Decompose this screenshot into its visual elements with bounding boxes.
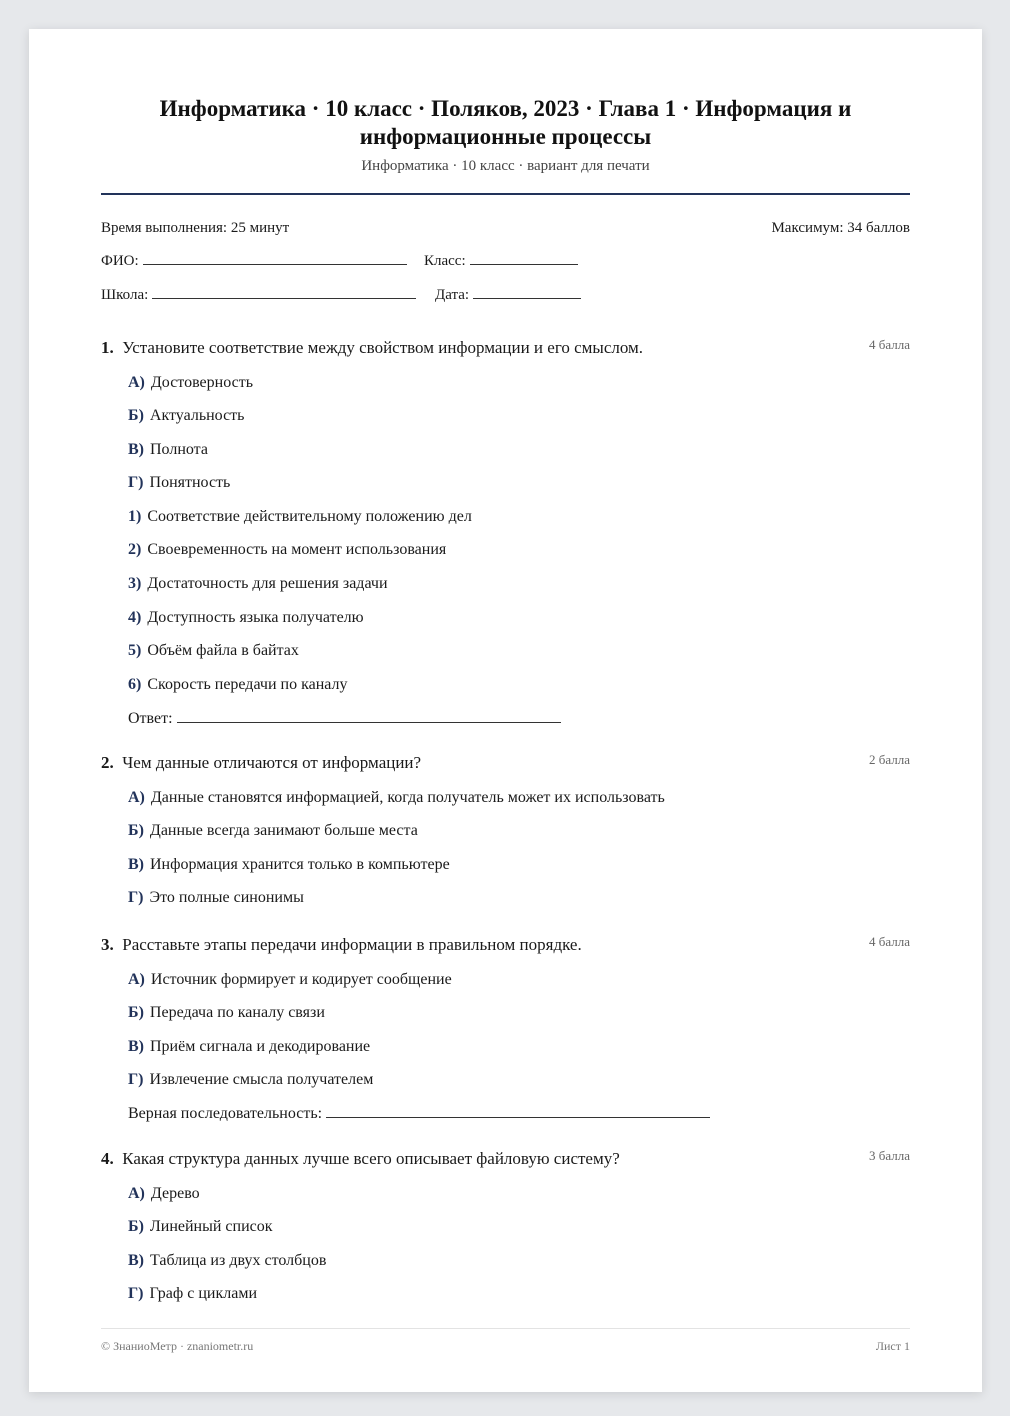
- option-label: Г): [128, 1071, 144, 1088]
- question-number: 4.: [101, 1149, 114, 1168]
- question-points: 3 балла: [869, 1148, 910, 1163]
- school-label: Школа:: [101, 287, 149, 303]
- option-item: [128, 1038, 370, 1056]
- option-text: Доступность языка получателю: [147, 609, 364, 626]
- option-text: Таблица из двух столбцов: [150, 1252, 327, 1269]
- max-score: Максимум: 34 баллов: [771, 220, 910, 236]
- option-text: Источник формирует и кодирует сообщение: [150, 971, 452, 988]
- header-divider: [101, 193, 910, 195]
- answer-label: Ответ:: [128, 710, 173, 727]
- option-text: Извлечение смысла получателем: [149, 1071, 374, 1088]
- fio-label: ФИО:: [101, 253, 139, 269]
- option-label: 5): [128, 642, 142, 659]
- option-text: Актуальность: [149, 407, 245, 424]
- answer-field[interactable]: [128, 710, 561, 728]
- option-item: [128, 1285, 257, 1303]
- fio-line[interactable]: [143, 263, 407, 265]
- option-item: [128, 474, 230, 492]
- option-item: [128, 676, 348, 694]
- date-line[interactable]: [473, 297, 581, 299]
- school-line[interactable]: [152, 297, 416, 299]
- option-text: Скорость передачи по каналу: [147, 676, 348, 693]
- option-item: [128, 1218, 273, 1236]
- class-line[interactable]: [470, 263, 578, 265]
- date-label: Дата:: [435, 287, 470, 303]
- option-text: Своевременность на момент использования: [147, 541, 447, 558]
- option-item: [128, 508, 472, 526]
- footer-divider: [101, 1328, 910, 1329]
- question-text: Расставьте этапы передачи информации в правильном порядке.: [122, 935, 582, 954]
- option-item: [128, 789, 665, 807]
- class-field[interactable]: [424, 253, 578, 270]
- option-label: А): [128, 789, 145, 806]
- option-item: [128, 971, 452, 989]
- question-points: 4 балла: [869, 934, 910, 949]
- meta-row: [101, 220, 910, 237]
- answer-line[interactable]: [177, 721, 561, 723]
- option-item: [128, 609, 364, 627]
- footer-page-number: Лист 1: [875, 1339, 910, 1353]
- option-label: В): [128, 1038, 144, 1055]
- worksheet-page: [29, 29, 982, 1392]
- question-text: Установите соответствие между свойством информации и его смыслом.: [122, 338, 644, 357]
- option-text: Достоверность: [150, 374, 253, 391]
- option-label: Б): [128, 1004, 144, 1021]
- option-label: Г): [128, 1285, 144, 1302]
- page-subtitle: Информатика · 10 класс · вариант для печати: [361, 158, 650, 174]
- option-item: [128, 1252, 326, 1270]
- option-label: В): [128, 856, 144, 873]
- option-label: 4): [128, 609, 142, 626]
- question-number: 1.: [101, 338, 114, 357]
- option-text: Данные становятся информацией, когда получатель может их использовать: [150, 789, 665, 806]
- option-label: Г): [128, 889, 144, 906]
- option-label: 2): [128, 541, 142, 558]
- page-title: Информатика · 10 класс · Поляков, 2023 · Глава 1 · Информация и информационные процессы: [159, 96, 852, 149]
- option-text: Полнота: [150, 441, 208, 458]
- option-item: [128, 575, 388, 593]
- question-number: 3.: [101, 935, 114, 954]
- option-text: Приём сигнала и декодирование: [150, 1038, 371, 1055]
- footer-copyright: © ЗнаниоМетр · znaniometr.ru: [101, 1339, 254, 1353]
- answer-line[interactable]: [326, 1116, 710, 1118]
- question-text: Какая структура данных лучше всего описывает файловую систему?: [122, 1149, 620, 1168]
- option-text: Данные всегда занимают больше места: [149, 822, 418, 839]
- answer-label: Верная последовательность:: [128, 1105, 323, 1122]
- option-item: [128, 1004, 325, 1022]
- class-label: Класс:: [424, 253, 466, 269]
- option-label: А): [128, 971, 145, 988]
- option-item: [128, 374, 253, 392]
- question-1: [101, 338, 910, 358]
- question-text: Чем данные отличаются от информации?: [122, 753, 422, 772]
- question-3: [101, 935, 910, 955]
- option-item: [128, 1185, 200, 1203]
- option-text: Граф с циклами: [149, 1285, 257, 1302]
- option-label: В): [128, 1252, 144, 1269]
- fio-field[interactable]: [101, 253, 407, 270]
- question-2: [101, 753, 910, 773]
- option-text: Передача по каналу связи: [149, 1004, 325, 1021]
- option-item: [128, 441, 208, 459]
- option-item: [128, 541, 446, 559]
- option-text: Информация хранится только в компьютере: [150, 856, 450, 873]
- option-label: 1): [128, 508, 142, 525]
- question-points: 4 балла: [869, 337, 910, 352]
- option-text: Достаточность для решения задачи: [147, 575, 388, 592]
- option-label: Б): [128, 822, 144, 839]
- option-label: Г): [128, 474, 144, 491]
- date-field[interactable]: [435, 287, 581, 304]
- option-item: [128, 889, 304, 907]
- option-text: Линейный список: [149, 1218, 273, 1235]
- option-label: 3): [128, 575, 142, 592]
- option-text: Понятность: [149, 474, 231, 491]
- option-item: [128, 1071, 373, 1089]
- question-number: 2.: [101, 753, 114, 772]
- option-text: Объём файла в байтах: [147, 642, 299, 659]
- time-limit: Время выполнения: 25 минут: [101, 220, 290, 236]
- option-item: [128, 822, 418, 840]
- option-item: [128, 407, 244, 425]
- option-item: [128, 856, 450, 874]
- option-label: В): [128, 441, 144, 458]
- option-label: А): [128, 1185, 145, 1202]
- option-text: Это полные синонимы: [149, 889, 304, 906]
- question-points: 2 балла: [869, 752, 910, 767]
- option-text: Соответствие действительному положению дел: [147, 508, 472, 525]
- option-item: [128, 642, 299, 660]
- option-label: 6): [128, 676, 142, 693]
- school-field[interactable]: [101, 287, 416, 304]
- option-text: Дерево: [150, 1185, 200, 1202]
- option-label: Б): [128, 1218, 144, 1235]
- sequence-answer-field[interactable]: [128, 1105, 710, 1123]
- option-label: Б): [128, 407, 144, 424]
- option-label: А): [128, 374, 145, 391]
- question-4: [101, 1149, 910, 1169]
